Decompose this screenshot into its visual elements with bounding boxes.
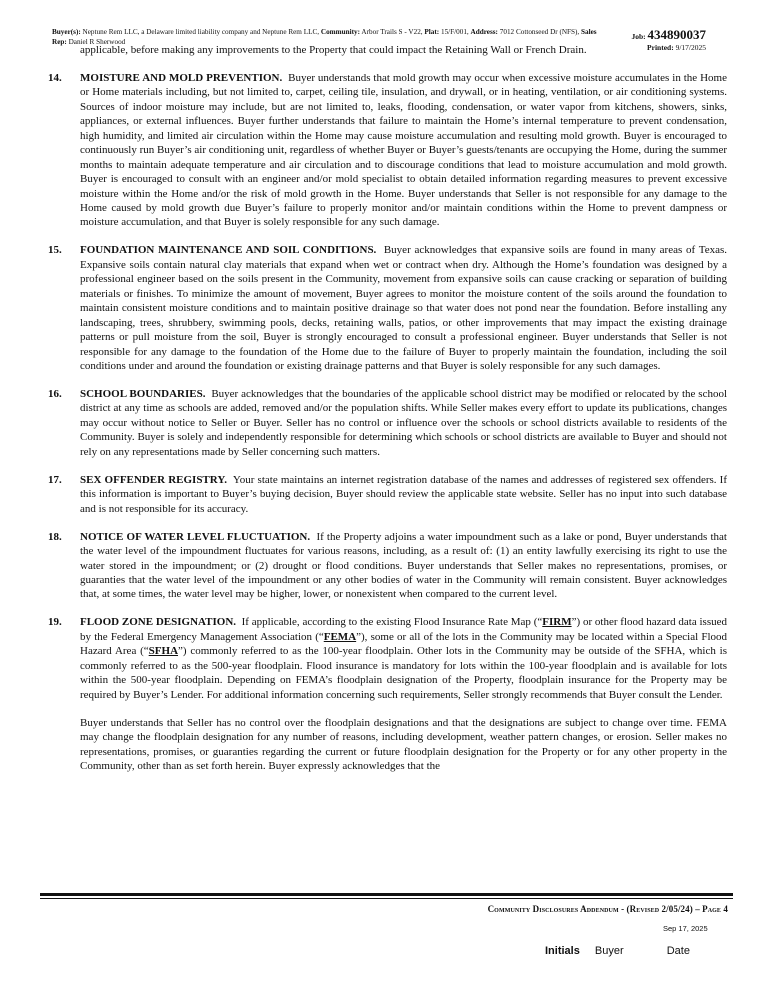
section-text (80, 473, 727, 516)
section-number: 14. (48, 71, 62, 84)
section-19 (48, 615, 727, 702)
section-text (80, 243, 727, 373)
intro-text: applicable, before making any improvements to the Property that could impact the Retaining Wall or French Drain. (80, 44, 587, 56)
footer-title: Community Disclosures Addendum - (Revised 2/05/24) – Page 4 (487, 904, 728, 914)
address-label: Address: (470, 28, 498, 36)
text-segment: ”), some or all of the lots in the Community may be located within a Special Flood Hazard Area (“ (80, 630, 728, 658)
section-title: SEX OFFENDER REGISTRY. (80, 473, 228, 486)
section-18 (48, 530, 727, 602)
section-number: 17. (48, 473, 62, 486)
section-16 (48, 387, 727, 459)
section-number: 16. (48, 388, 62, 401)
section-body: Buyer understands that mold growth may occur when excessive moisture accumulates in the Home or Home materials including, but not limited to, carpet, ceiling tile, insulation, and drywall, or in heating, ventilation, or air conditioning systems. Sources of indoor moisture may include, but are not limited to, leaks, flooding, condensation, or water vapor from kitchens, showers, sinks, appliances, or external influences. Buyer further understands that failure to maintain the Home’s internal temperature to prevent condensation, high humidity, and limited air circulation within the Home may cause moisture accumulation and resulting mold growth. Buyer is encouraged to continuously run Buyer’s air conditioning unit, regardless of whether Buyer or Buyer’s guests/tenants are occupying the Home, during the summer months to maintain adequate temperature and air circulation and to discourage conditions that lead to moisture accumulation and mold growth. Buyer is encouraged to consult with an engineer and/or mold specialist to obtain detailed information regarding measures to prevent excessive moisture within the Home and/or the risk of mold growth in the Home. Buyer understands that Seller is not responsible for any damage to the Home caused by mold growth due Buyer’s failure to properly monitor and/or maintain conditions within the Home to prevent dampness or moisture accumulation, and that Buyer is solely responsible for any such damage. (80, 71, 727, 229)
footer-rule-thick (40, 893, 733, 896)
printed-date: 9/17/2025 (675, 43, 706, 52)
footer-rule-thin (40, 898, 733, 899)
section-title: NOTICE OF WATER LEVEL FLUCTUATION. (80, 530, 311, 543)
plat-label: Plat: (424, 28, 440, 36)
sales-rep-value: Daniel R Sherwood (68, 38, 126, 46)
initials-date[interactable]: Date (666, 945, 690, 957)
job-number: 434890037 (647, 27, 706, 42)
address-value: 7012 Cottonseed Dr (NFS), (499, 28, 580, 36)
section-text (80, 530, 727, 602)
text-segment: If applicable, according to the existing Flood Insurance Rate Map (“ (241, 616, 543, 629)
text-segment: ”) commonly referred to as the 100-year floodplain. Other lots in the Community may be outside of the SFHA, which is commonly referred to as the 500-year floodplain. Flood insurance is mandatory for lots within the 100-year floodplain and is available for lots within the 500-year floodplain. Depending on FEMA’s floodplain designation of the Property, floodplain insurance for the Property may be required by Buyer’s Lender. For additional information concerning such requirements, Seller strongly recommends that Buyer consult the Lender. (80, 645, 727, 701)
section-19-continued: Buyer understands that Seller has no control over the floodplain designations and that the designations are subject to change over time. FEMA may change the floodplain designation for any number of reasons, including development, weather pattern changes, or erosion. Seller makes no representations, promises, or guaranties regarding the current or future floodplain designation for the Property or for any other property in the Community, other than as set forth herein. Buyer expressly acknowledges that the (80, 716, 727, 772)
initials-label: Initials (545, 945, 580, 957)
section-14 (48, 71, 727, 230)
document-body (48, 43, 727, 773)
sales-rep-label: Sales Rep: (52, 28, 597, 46)
term-sfha: SFHA (148, 645, 179, 658)
section-number: 18. (48, 530, 62, 543)
initials-block (545, 945, 702, 957)
section-15 (48, 243, 727, 373)
buyer-value: Neptune Rem LLC, a Delaware limited liability company and Neptune Rem LLC, (82, 28, 320, 36)
section-title: SCHOOL BOUNDARIES. (80, 388, 206, 401)
section-title: FLOOD ZONE DESIGNATION. (80, 616, 237, 629)
text-segment: ”) or other flood hazard data issued by the Federal Emergency Management Association (“ (80, 616, 727, 643)
footer-date: Sep 17, 2025 (663, 924, 708, 933)
community-value: Arbor Trails S - V22, (361, 28, 423, 36)
section-text (80, 387, 727, 459)
job-label: Job: (631, 32, 646, 41)
section-title: MOISTURE AND MOLD PREVENTION. (80, 71, 283, 84)
initials-buyer[interactable]: Buyer (594, 945, 624, 957)
section-body: If the Property adjoins a water impoundment such as a lake or pond, Buyer understands that the water level of the impoundment fluctuates for various reasons, including, as a result of: (1) an entity lawfully exercising its right to use the water stored in the impoundment; or (2) drought or flood conditions. Buyer understands that Seller makes no representations, promises, or guaranties that the water level of the impoundment or any other bodies of water in the Community will remain consistent. Buyer acknowledges that, at some times, the water level may be higher, lower, or nonexistent when compared to the current level. (80, 530, 727, 601)
plat-value: 15/F/001, (440, 28, 469, 36)
section-text (80, 615, 727, 702)
term-firm: FIRM (542, 616, 572, 629)
term-fema: FEMA (323, 630, 357, 643)
section-number: 19. (48, 616, 62, 629)
section-body: Your state maintains an internet registration database of the names and addresses of registered sex offenders. If this information is important to Buyer’s buying decision, Buyer should review the applicable state website. Seller has no input into such database and is not responsible for its accuracy. (80, 473, 727, 515)
printed-label: Printed: (647, 43, 674, 52)
section-number: 15. (48, 244, 62, 257)
section-17 (48, 473, 727, 516)
community-label: Community: (320, 28, 361, 36)
section-title: FOUNDATION MAINTENANCE AND SOIL CONDITIONS. (80, 244, 377, 257)
buyer-label: Buyer(s): (52, 28, 81, 36)
section-text (80, 71, 727, 230)
section-body: Buyer acknowledges that the boundaries of the applicable school district may be modified or relocated by the school district at any time as schools are added, removed and/or the population shifts. While Seller makes every effort to update its publications, changes may occur without notice to Seller or Buyer. Seller has no control or influence over the schools or school districts available to residents of the Community. Buyer is solely and independently responsible for determining which schools or school districts are available to Buyer and should not rely on any representations made by Seller concerning such matters. (80, 388, 728, 458)
section-body: Buyer acknowledges that expansive soils are found in many areas of Texas. Expansive soils contain natural clay materials that expand when wet or contract when dry. Although the Home’s foundation was designed by a professional engineer based on the soils present in the Community, movement from expansive soils can cause cracking or separation of building materials or finishes. To minimize the amount of movement, Buyer agrees to monitor the moisture content of the soils around the foundation to maintain consistent moisture conditions and to maintain positive drainage so that water does not pond near the foundation. Before installing any landscaping, trees, shrubbery, swimming pools, decks, retaining walls, patios, or other improvements that may impact the existing drainage patterns or pull moisture from the soil, Buyer is strongly encouraged to consult a professional engineer. Buyer understands that Seller is not responsible for any damage to the foundation of the Home due to the failure of Buyer to properly maintain the foundation, including the soil conditions under and around the foundation or existing drainage patterns and that Buyer is solely responsible for any such damages. (80, 244, 727, 373)
